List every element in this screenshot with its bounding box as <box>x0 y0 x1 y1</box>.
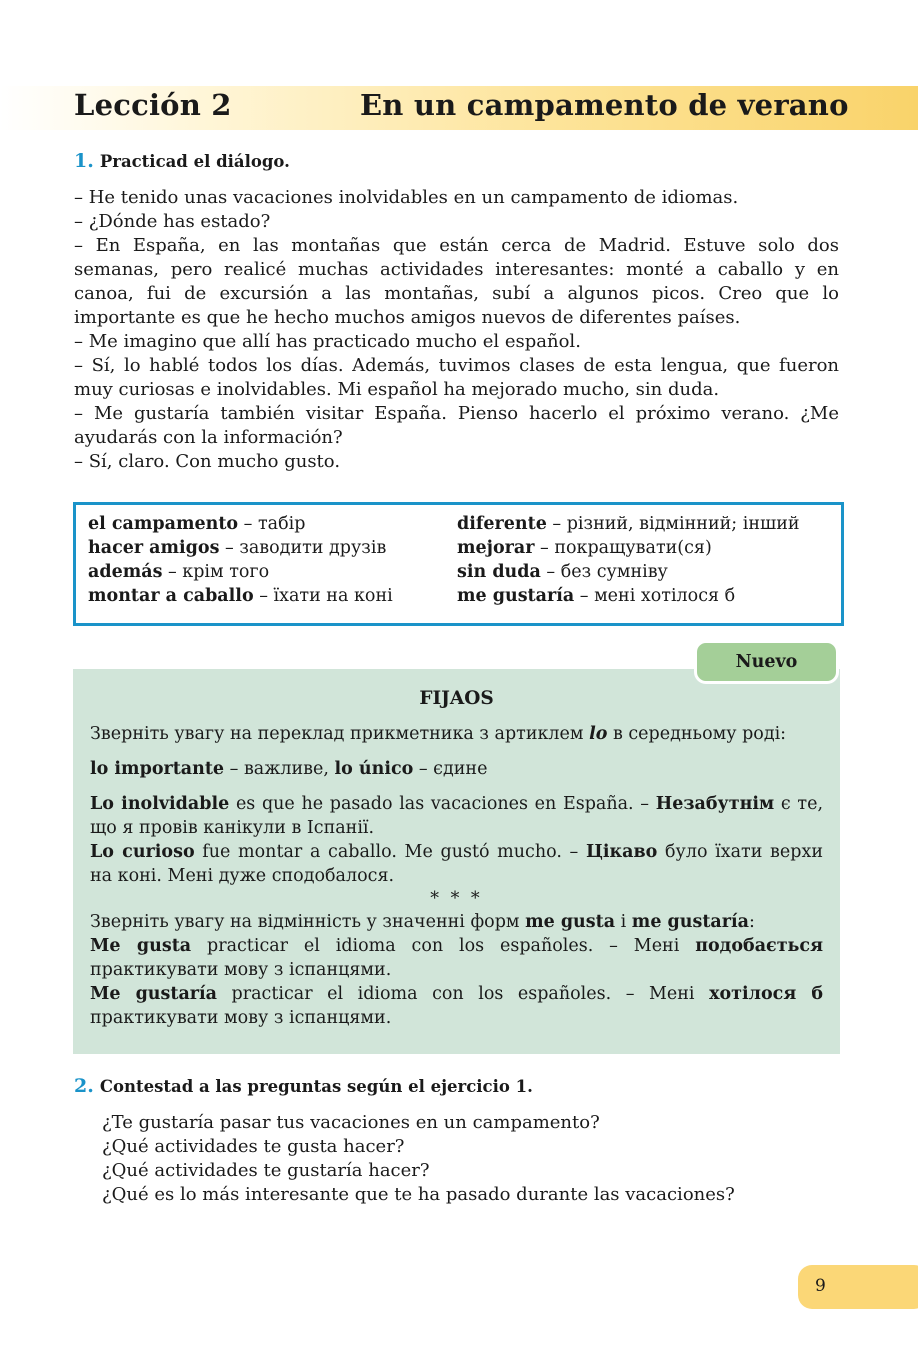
example-term: Lo inolvidable <box>90 794 230 814</box>
dialog-line: – Sí, claro. Con mucho gusto. <box>74 451 341 472</box>
lesson-number: Lección 2 <box>74 88 232 122</box>
grammar-example <box>90 792 823 840</box>
example-term: lo importante <box>90 759 225 779</box>
vocab-translation: – крім того <box>162 562 270 582</box>
example-translation-key: подобається <box>695 936 823 956</box>
vocab-entry <box>457 584 800 608</box>
exercise-2-number: 2. <box>74 1075 94 1097</box>
question-item: ¿Qué actividades te gustaría hacer? <box>102 1160 430 1181</box>
example-translation-key: хотілося б <box>709 984 823 1004</box>
question-item: ¿Qué es lo más interesante que te ha pasado durante las vacaciones? <box>102 1184 735 1205</box>
vocab-translation: – мені хотілося б <box>574 586 736 606</box>
exercise-1-number: 1. <box>74 150 94 172</box>
vocab-term: me gustaría <box>457 586 575 606</box>
vocab-entry <box>88 584 393 608</box>
vocab-term: hacer amigos <box>88 538 220 558</box>
page-number: 9 <box>815 1276 826 1296</box>
note-emphasis: lo <box>589 724 608 744</box>
dialog-line: – Me imagino que allí has practicado mucho el español. <box>74 331 581 352</box>
example-translation-key: Цікаво <box>585 842 658 862</box>
exercise-1-heading <box>74 150 290 172</box>
vocab-translation: – їхати на коні <box>253 586 393 606</box>
note-text: : <box>748 912 755 932</box>
vocab-term: sin duda <box>457 562 541 582</box>
vocab-translation: – заводити друзів <box>219 538 387 558</box>
vocab-term: además <box>88 562 163 582</box>
note-text: в середньому роді: <box>607 724 787 744</box>
dialog-text <box>74 186 839 474</box>
vocab-translation: – різний, відмінний; інший <box>546 514 800 534</box>
grammar-example <box>90 982 823 1030</box>
example-text: – єдине <box>413 759 488 779</box>
example-text: practicar el idioma con los españoles. – Мені <box>191 936 696 956</box>
vocab-entry <box>88 560 393 584</box>
vocabulary-column-right <box>457 512 800 608</box>
vocab-entry <box>457 512 800 536</box>
example-text: es que he pasado las vacaciones en España. – <box>229 794 656 814</box>
example-term: Lo curioso <box>90 842 195 862</box>
vocab-term: mejorar <box>457 538 535 558</box>
example-text: є те, що я провів канікули в Іспанії. <box>90 794 824 838</box>
question-item: ¿Te gustaría pasar tus vacaciones en un campamento? <box>102 1112 600 1133</box>
example-term: Me gusta <box>90 936 192 956</box>
vocab-term: diferente <box>457 514 547 534</box>
example-text: – важливе, <box>224 759 335 779</box>
vocabulary-column-left <box>88 512 393 608</box>
vocab-entry <box>88 536 393 560</box>
vocab-entry <box>88 512 393 536</box>
example-text: fue montar a caballo. Me gustó mucho. – <box>194 842 586 862</box>
note-text: і <box>615 912 632 932</box>
dialog-line: – Sí, lo hablé todos los días. Además, tuvimos clases de esta lengua, que fueron muy curiosas e inolvidables. Mi español ha mejorado mucho, sin duda. <box>74 355 839 400</box>
grammar-note-intro <box>90 910 823 934</box>
vocab-translation: – покращувати(ся) <box>534 538 712 558</box>
example-text: practicar el idioma con los españoles. – Мені <box>217 984 710 1004</box>
grammar-example <box>90 934 823 982</box>
grammar-example <box>90 757 823 781</box>
vocab-term: el campamento <box>88 514 239 534</box>
exercise-2-instruction: Contestad a las preguntas según el ejercicio 1. <box>99 1077 533 1096</box>
dialog-line: – ¿Dónde has estado? <box>74 211 271 232</box>
vocab-entry <box>457 560 800 584</box>
vocabulary-box <box>73 502 844 626</box>
dialog-line: – Me gustaría también visitar España. Pienso hacerlo el próximo verano. ¿Me ayudarás con la información? <box>74 403 839 448</box>
example-term: Me gustaría <box>90 984 218 1004</box>
exercise-2-heading <box>74 1075 533 1097</box>
example-term: lo único <box>334 759 414 779</box>
question-list <box>102 1111 735 1207</box>
grammar-note-box <box>73 669 840 1054</box>
vocab-term: montar a caballo <box>88 586 254 606</box>
note-text: Зверніть увагу на переклад прикметника з артиклем <box>90 724 590 744</box>
dialog-line: – He tenido unas vacaciones inolvidables en un campamento de idiomas. <box>74 187 739 208</box>
grammar-note-title: FIJAOS <box>419 688 494 709</box>
grammar-example <box>90 840 823 888</box>
nuevo-tab-label: Nuevo <box>694 640 839 684</box>
exercise-1-instruction: Practicad el diálogo. <box>99 152 290 171</box>
vocab-translation: – табір <box>238 514 306 534</box>
question-item: ¿Qué actividades te gusta hacer? <box>102 1136 405 1157</box>
note-text: Зверніть увагу на відмінність у значенні форм <box>90 912 526 932</box>
note-term: me gusta <box>525 912 616 932</box>
example-translation-key: Незабутнім <box>655 794 775 814</box>
example-text: було їхати верхи на коні. Мені дуже сподобалося. <box>90 842 823 886</box>
vocab-translation: – без сумніву <box>540 562 668 582</box>
dialog-line: – En España, en las montañas que están cerca de Madrid. Estuve solo dos semanas, pero realicé muchas actividades interesantes: monté a caballo y en canoa, fui de excursión a las montañas, subí a algunos picos. Creo que lo importante es que he hecho muchos amigos nuevos de diferentes países. <box>74 235 839 328</box>
grammar-note-intro <box>90 722 823 746</box>
section-divider-stars: * * * <box>430 889 483 909</box>
note-term: me gustaría <box>631 912 749 932</box>
example-text: практикувати мову з іспанцями. <box>90 960 392 980</box>
lesson-title: En un campamento de verano <box>360 88 849 122</box>
example-text: практикувати мову з іспанцями. <box>90 1008 392 1028</box>
vocab-entry <box>457 536 800 560</box>
